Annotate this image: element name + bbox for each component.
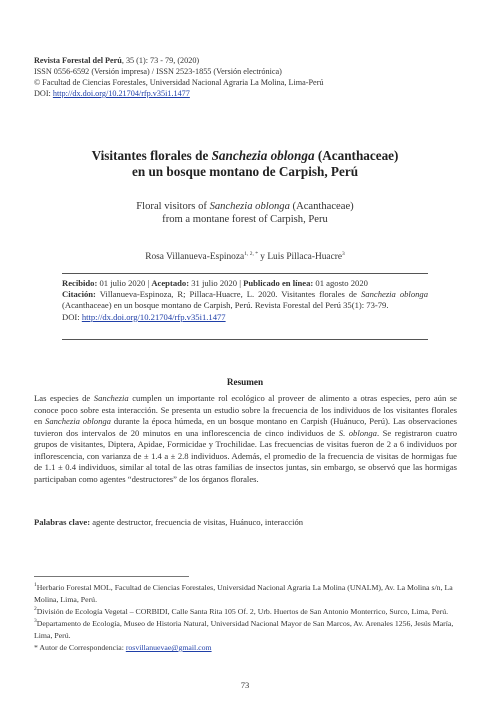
resumen-heading: Resumen <box>226 377 264 387</box>
article-meta <box>62 278 428 323</box>
author-joiner: y Luis Pillaca-Huacre <box>257 252 343 262</box>
meta-doi-link[interactable]: http://dx.doi.org/10.21704/rfp.v35i1.1477 <box>81 311 226 322</box>
doi-label: DOI: <box>34 89 53 98</box>
footnotes <box>34 582 457 654</box>
corresponding-email[interactable]: rosvillanuevae@gmail.com <box>125 643 212 652</box>
title-en <box>0 200 490 226</box>
meta-top-rule <box>62 273 428 274</box>
title-en-species: Sanchezia oblonga <box>209 201 290 212</box>
citacion-label: Citación: <box>62 289 96 300</box>
title-en-pre: Floral visitors of <box>136 201 210 212</box>
resumen-p2: cumplen un importante rol ecológico al proveer de alimento a otras especies, pero aún se conoce poco sobre esta interacción. Se presenta un estudio sobre la frecuencia de los individuos de los visitantes florales en <box>34 393 457 426</box>
meta-doi-label: DOI: <box>62 311 82 322</box>
copyright-line: © Facultad de Ciencias Forestales, Universidad Nacional Agraria La Molina, Lima-Perú <box>34 78 324 87</box>
publicado-date: 01 agosto 2020 <box>313 278 368 288</box>
footnote-rule <box>34 576 189 577</box>
footnote-1-text: Herbario Forestal MOL, Facultad de Ciencias Forestales, Universidad Nacional Agraria La Molina (UNALM), Av. La Molina s/n, La Molina, Lima, Perú. <box>34 583 453 604</box>
keywords <box>34 517 457 527</box>
footnote-4-label: * Autor de Correspondencia: <box>34 643 126 652</box>
resumen-body <box>34 393 457 485</box>
footnote-2 <box>34 606 457 618</box>
aceptado-label: Aceptado: <box>151 278 190 288</box>
resumen-p4: . Se registraron cuatro grupos de visitantes, Diptera, Apidae, Formicidae y Trochilidae. Las frecuencias de visitas fueron de 2 a 6 individuos por inflorescencia, con varianza de ± 1.4 a ± 2.8 individuos. Además, el promedio de la frecuencia de visitas de hormigas fue de 1.1 ± 0.4 individuos, similar al total de las otras familias de insectos juntas, sin embargo, se observó que las hormigas participaban como agentes “destructores” de los órganos florales. <box>34 427 458 484</box>
footnote-3-text: Departamento de Ecología, Museo de Historia Natural, Universidad Nacional Mayor de San Marcos, Av. Arenales 1256, Jesús María, Lima, Perú. <box>34 619 454 640</box>
citacion-species: Sanchezia oblonga <box>361 289 429 300</box>
page-number: 73 <box>240 680 250 690</box>
footnote-3-mark: 3 <box>34 618 37 624</box>
publicado-label: Publicado en línea: <box>243 278 314 288</box>
author-1-affil: 1, 2, * <box>244 251 258 257</box>
footnote-1 <box>34 582 457 606</box>
author-2-affil: 3 <box>342 251 345 257</box>
resumen-p3: durante la época húmeda, en un bosque montano en Carpish (Huánuco, Perú). Las observaciones tuvieron dos intervalos de 20 minutos en una inflorescencia de cinco individuos de <box>34 416 457 438</box>
doi-line <box>34 89 190 99</box>
recibido-date: 01 julio 2020 | <box>97 278 152 288</box>
footnote-4 <box>34 642 457 654</box>
doi-link[interactable]: http://dx.doi.org/10.21704/rfp.v35i1.1477 <box>52 89 190 98</box>
footnote-2-mark: 2 <box>34 606 37 612</box>
citacion-pre: Villanueva-Espinoza, R; Pillaca-Huacre, L. 2020. Visitantes florales de <box>95 289 361 300</box>
aceptado-date: 31 julio 2020 | <box>189 278 244 288</box>
resumen-s1: Sanchezia <box>93 393 129 403</box>
title-es-post: (Acanthaceae) <box>314 148 399 163</box>
meta-bottom-rule <box>62 339 428 340</box>
resumen-p1: Las especies de <box>34 393 94 403</box>
title-en-line2: from a montane forest of Carpish, Peru <box>162 214 328 225</box>
title-es <box>0 148 490 180</box>
journal-line <box>34 56 199 66</box>
resumen-s2: Sanchezia oblonga <box>45 416 111 426</box>
issn-line: ISSN 0556-6592 (Versión impresa) / ISSN 2523-1855 (Versión electrónica) <box>34 67 282 76</box>
keywords-label: Palabras clave: <box>34 517 91 527</box>
keywords-list: agente destructor, frecuencia de visitas, Huánuco, interacción <box>90 517 304 527</box>
citacion-post: (Acanthaceae) en un bosque montano de Carpish, Perú. Revista Forestal del Perú 35(1): 73-79. <box>62 300 389 311</box>
footnote-2-text: División de Ecología Vegetal – CORBIDI, Calle Santa Rita 105 Of. 2, Urb. Huertos de San Antonio Monterrico, Surco, Lima, Perú. <box>36 607 449 616</box>
footnote-3 <box>34 618 457 642</box>
recibido-label: Recibido: <box>62 278 98 288</box>
title-en-post: (Acanthaceae) <box>289 201 354 212</box>
title-es-species: Sanchezia oblonga <box>211 148 315 163</box>
resumen-s3: S. oblonga <box>338 427 377 438</box>
footnote-1-mark: 1 <box>34 582 37 588</box>
journal-name: Revista Forestal del Perú <box>34 56 122 65</box>
title-es-line2: en un bosque montano de Carpish, Perú <box>131 164 359 179</box>
author-list <box>0 252 490 262</box>
journal-volume: , 35 (1): 73 - 79, (2020) <box>121 56 200 65</box>
title-es-pre: Visitantes florales de <box>91 148 212 163</box>
author-1: Rosa Villanueva-Espinoza <box>145 252 245 262</box>
